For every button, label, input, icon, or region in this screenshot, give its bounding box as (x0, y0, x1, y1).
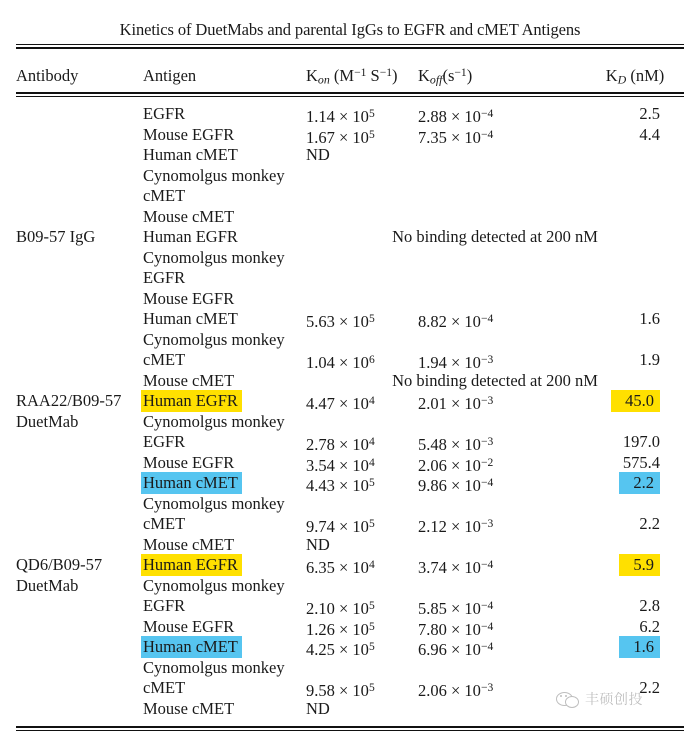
cell-koff-exponent: −3 (480, 682, 494, 694)
antigen-label: Mouse cMET (143, 370, 235, 390)
table-row (0, 576, 700, 597)
cell-koff-mantissa: 5.85 × 10 (418, 598, 481, 618)
antigen-label: Cynomolgus monkey (143, 247, 285, 267)
table-row (0, 555, 700, 576)
antigen-label: EGFR (143, 268, 186, 287)
cell-koff-mantissa: 8.82 × 10 (418, 311, 481, 331)
cell-antigen (143, 145, 238, 166)
cell-antigen (143, 227, 238, 248)
antigen-label: Cynomolgus monkey (143, 329, 285, 349)
rule-title-bottom (16, 47, 684, 49)
cell-kon-mantissa: ND (306, 145, 330, 164)
cell-koff-mantissa: 2.88 × 10 (418, 106, 481, 126)
cell-kd (560, 453, 660, 474)
cell-antigen (143, 678, 185, 699)
cell-kon-mantissa: ND (306, 534, 330, 554)
cell-kon (306, 699, 330, 720)
kd-value: 197.0 (622, 432, 660, 451)
cell-koff-mantissa: 2.12 × 10 (418, 516, 481, 536)
cell-kon-mantissa: 5.63 × 10 (306, 311, 369, 331)
kd-symbol: K (605, 66, 618, 85)
cell-kon-mantissa: 9.74 × 10 (306, 516, 369, 536)
cell-koff-exponent: −4 (480, 128, 494, 141)
cell-koff-exponent: −4 (480, 559, 494, 571)
table-row (0, 166, 700, 187)
table-row (0, 535, 700, 556)
cell-kd (560, 309, 660, 330)
cell-kd (560, 637, 660, 658)
koff-units-exp: −1 (454, 67, 467, 80)
cell-antigen (143, 453, 234, 474)
table-row (0, 350, 700, 371)
cell-kon-mantissa: 6.35 × 10 (306, 557, 369, 577)
table-row (0, 330, 700, 351)
cell-kon-mantissa: 4.43 × 10 (306, 475, 369, 495)
cell-antibody: DuetMab (16, 575, 79, 595)
cell-koff-exponent: −4 (480, 641, 494, 653)
antigen-label: Cynomolgus monkey (143, 575, 285, 595)
cell-antigen (143, 371, 234, 392)
antigen-label: Cynomolgus monkey (143, 657, 285, 677)
cell-koff-exponent: −3 (480, 395, 494, 407)
antigen-label: Mouse cMET (143, 698, 235, 718)
kd-value: 1.6 (639, 309, 660, 328)
antigen-label: Cynomolgus monkey (143, 165, 285, 185)
cell-kd (560, 432, 660, 453)
kd-value: 2.2 (639, 678, 660, 697)
cell-antigen (143, 555, 242, 576)
table-row (0, 412, 700, 433)
cell-koff-exponent: −4 (480, 477, 494, 489)
cell-koff-exponent: −2 (480, 456, 494, 469)
cell-koff-mantissa: 1.94 × 10 (418, 352, 481, 372)
cell-antigen (143, 166, 285, 187)
cell-antigen (143, 617, 234, 638)
cell-antibody: DuetMab (16, 411, 79, 431)
cell-antibody: RAA22/B09-57 (16, 391, 122, 410)
cell-antigen (143, 699, 234, 720)
koff-units-close: ) (466, 66, 473, 85)
cell-antigen (143, 350, 185, 371)
antigen-label: Human cMET (143, 309, 238, 328)
kd-value: 1.6 (619, 636, 660, 658)
cell-antigen (143, 412, 285, 433)
antigen-label: Human cMET (143, 145, 238, 164)
cell-antigen (143, 207, 234, 228)
antigen-label: EGFR (143, 432, 186, 451)
cell-antigen (143, 514, 185, 535)
cell-antigen (143, 104, 185, 125)
cell-koff-mantissa: 5.48 × 10 (418, 434, 481, 454)
table-row (0, 658, 700, 679)
koff-symbol: K (418, 66, 430, 85)
antigen-label: EGFR (143, 104, 186, 123)
cell-antigen (143, 186, 185, 207)
antigen-label: cMET (143, 678, 186, 697)
cell-koff-mantissa: 9.86 × 10 (418, 475, 481, 495)
cell-koff-mantissa: 7.80 × 10 (418, 619, 481, 639)
wechat-icon (556, 690, 580, 708)
cell-kon-exponent: 5 (368, 682, 375, 694)
antigen-label: Mouse cMET (143, 534, 235, 554)
kd-subscript: D (617, 72, 627, 87)
antigen-label: cMET (143, 514, 186, 533)
cell-kon-exponent: 5 (368, 128, 375, 141)
cell-antigen (143, 637, 242, 658)
cell-no-binding-note: No binding detected at 200 nM (392, 370, 598, 390)
cell-koff-mantissa: 3.74 × 10 (418, 557, 481, 577)
koff-units-open: (s (442, 66, 455, 85)
kd-units: (nM) (626, 66, 665, 85)
kd-value: 5.9 (619, 554, 660, 576)
cell-kon-exponent: 4 (368, 395, 375, 407)
cell-kon-exponent: 5 (368, 518, 375, 530)
cell-kd (560, 555, 660, 576)
cell-kon-mantissa: 2.10 × 10 (306, 598, 369, 618)
cell-antibody: QD6/B09-57 (16, 555, 103, 574)
cell-kd (560, 104, 660, 125)
cell-kd (560, 514, 660, 535)
table-row (0, 207, 700, 228)
cell-kd (560, 391, 660, 412)
cell-antigen (143, 576, 285, 597)
cell-antigen (143, 535, 234, 556)
rule-header-top (16, 92, 684, 94)
cell-kd (560, 617, 660, 638)
cell-kon-exponent: 5 (368, 477, 375, 489)
cell-kd (560, 596, 660, 617)
cell-kon-mantissa: 1.26 × 10 (306, 619, 369, 639)
cell-no-binding-note: No binding detected at 200 nM (392, 227, 598, 246)
table-row (0, 637, 700, 658)
table-row (0, 514, 700, 535)
cell-kon-exponent: 5 (368, 620, 375, 633)
cell-kon-mantissa: 1.67 × 10 (306, 127, 369, 147)
column-header-kon (306, 66, 398, 88)
cell-koff-exponent: −4 (480, 600, 494, 612)
cell-kon-mantissa: 1.04 × 10 (306, 352, 369, 372)
cell-antigen (143, 494, 285, 515)
table-row (0, 617, 700, 638)
cell-antigen (143, 330, 285, 351)
kon-units-open: (M (329, 66, 355, 85)
cell-kon-exponent: 5 (368, 108, 375, 120)
cell-kon-exponent: 5 (368, 641, 375, 653)
cell-kon-exponent: 6 (368, 354, 375, 366)
kd-value: 2.5 (639, 104, 660, 123)
rule-title-top (16, 44, 684, 45)
cell-kon-exponent: 4 (368, 436, 375, 448)
antigen-label: Cynomolgus monkey (143, 411, 285, 431)
table-row (0, 494, 700, 515)
column-header-kd (586, 66, 684, 88)
rule-bottom-b (16, 730, 684, 731)
cell-kon-exponent: 4 (368, 456, 375, 469)
kd-value: 2.8 (639, 596, 660, 615)
cell-koff-mantissa: 2.01 × 10 (418, 393, 481, 413)
kd-value: 6.2 (639, 616, 660, 636)
table-row (0, 248, 700, 269)
cell-koff-exponent: −3 (480, 518, 494, 530)
rule-bottom-a (16, 726, 684, 728)
cell-kon-mantissa: 4.25 × 10 (306, 639, 369, 659)
cell-antigen (143, 268, 185, 289)
cell-kon-mantissa: 9.58 × 10 (306, 680, 369, 700)
table-row (0, 432, 700, 453)
cell-kd (560, 350, 660, 371)
antigen-label: cMET (143, 350, 186, 369)
cell-kd (560, 473, 660, 494)
kon-symbol: K (306, 66, 318, 85)
cell-antigen (143, 658, 285, 679)
table-row (0, 371, 700, 392)
rule-header-bottom (16, 96, 684, 97)
kd-value: 2.2 (619, 472, 660, 494)
table-row (0, 473, 700, 494)
watermark (556, 686, 690, 712)
column-header-antigen: Antigen (143, 66, 197, 85)
cell-kon-exponent: 5 (368, 600, 375, 612)
antigen-label: Human EGFR (141, 390, 242, 412)
kon-units-exp2: −1 (379, 67, 392, 80)
antigen-label: Mouse EGFR (143, 452, 235, 472)
cell-kon (306, 145, 330, 166)
koff-subscript: off (429, 72, 443, 87)
column-header-antibody: Antibody (16, 66, 79, 85)
kd-value: 1.9 (639, 350, 660, 369)
cell-kd (560, 125, 660, 146)
cell-kon-exponent: 4 (368, 559, 375, 571)
cell-antigen (143, 248, 285, 269)
table-row (0, 309, 700, 330)
kon-units-close: ) (392, 66, 398, 85)
cell-koff-mantissa: 7.35 × 10 (418, 127, 481, 147)
cell-koff-exponent: −4 (480, 313, 494, 325)
cell-koff-exponent: −3 (480, 354, 494, 366)
antigen-label: Mouse EGFR (143, 124, 235, 144)
table-row (0, 453, 700, 474)
cell-antibody: B09-57 IgG (16, 227, 96, 246)
antigen-label: Human cMET (141, 636, 242, 658)
cell-antigen (143, 596, 185, 617)
kon-units-mid: S (366, 66, 380, 85)
table-row (0, 145, 700, 166)
antigen-label: cMET (143, 186, 186, 205)
table-row (0, 596, 700, 617)
cell-antigen (143, 473, 242, 494)
cell-kon-mantissa: 1.14 × 10 (306, 106, 369, 126)
cell-koff-mantissa: 6.96 × 10 (418, 639, 481, 659)
table-row (0, 227, 700, 248)
kd-value: 575.4 (622, 452, 660, 472)
cell-koff-mantissa: 2.06 × 10 (418, 680, 481, 700)
antigen-label: Mouse EGFR (143, 288, 235, 308)
column-header-koff (418, 66, 472, 88)
antigen-label: Mouse EGFR (143, 616, 235, 636)
cell-antigen (143, 289, 234, 310)
antigen-label: Cynomolgus monkey (143, 493, 285, 513)
kd-value: 2.2 (639, 514, 660, 533)
cell-antigen (143, 125, 234, 146)
table-caption: Kinetics of DuetMabs and parental IgGs to EGFR and cMET Antigens (119, 20, 581, 39)
cell-antigen (143, 309, 238, 330)
table-row (0, 125, 700, 146)
cell-koff-exponent: −4 (480, 620, 494, 633)
table-row (0, 391, 700, 412)
antigen-label: Mouse cMET (143, 206, 235, 226)
cell-kon-mantissa: 2.78 × 10 (306, 434, 369, 454)
table-row (0, 289, 700, 310)
cell-koff-exponent: −4 (480, 108, 494, 120)
cell-kon-mantissa: ND (306, 698, 330, 718)
antigen-label: Human cMET (141, 472, 242, 494)
kd-value: 45.0 (611, 390, 660, 412)
watermark-label: 丰硕创投 (585, 692, 643, 708)
cell-antigen (143, 391, 242, 412)
cell-koff-exponent: −3 (480, 436, 494, 448)
table-row (0, 268, 700, 289)
antigen-label: Human EGFR (143, 227, 238, 246)
cell-kon-mantissa: 3.54 × 10 (306, 455, 369, 475)
kd-value: 4.4 (639, 124, 660, 144)
cell-antigen (143, 432, 185, 453)
cell-kon (306, 535, 330, 556)
antigen-label: Human EGFR (141, 554, 242, 576)
antigen-label: EGFR (143, 596, 186, 615)
cell-kon-exponent: 5 (368, 313, 375, 325)
cell-koff-mantissa: 2.06 × 10 (418, 455, 481, 475)
table-row (0, 104, 700, 125)
kon-units-exp1: −1 (354, 67, 367, 80)
table-row (0, 186, 700, 207)
kon-subscript: on (317, 72, 330, 87)
cell-kon-mantissa: 4.47 × 10 (306, 393, 369, 413)
